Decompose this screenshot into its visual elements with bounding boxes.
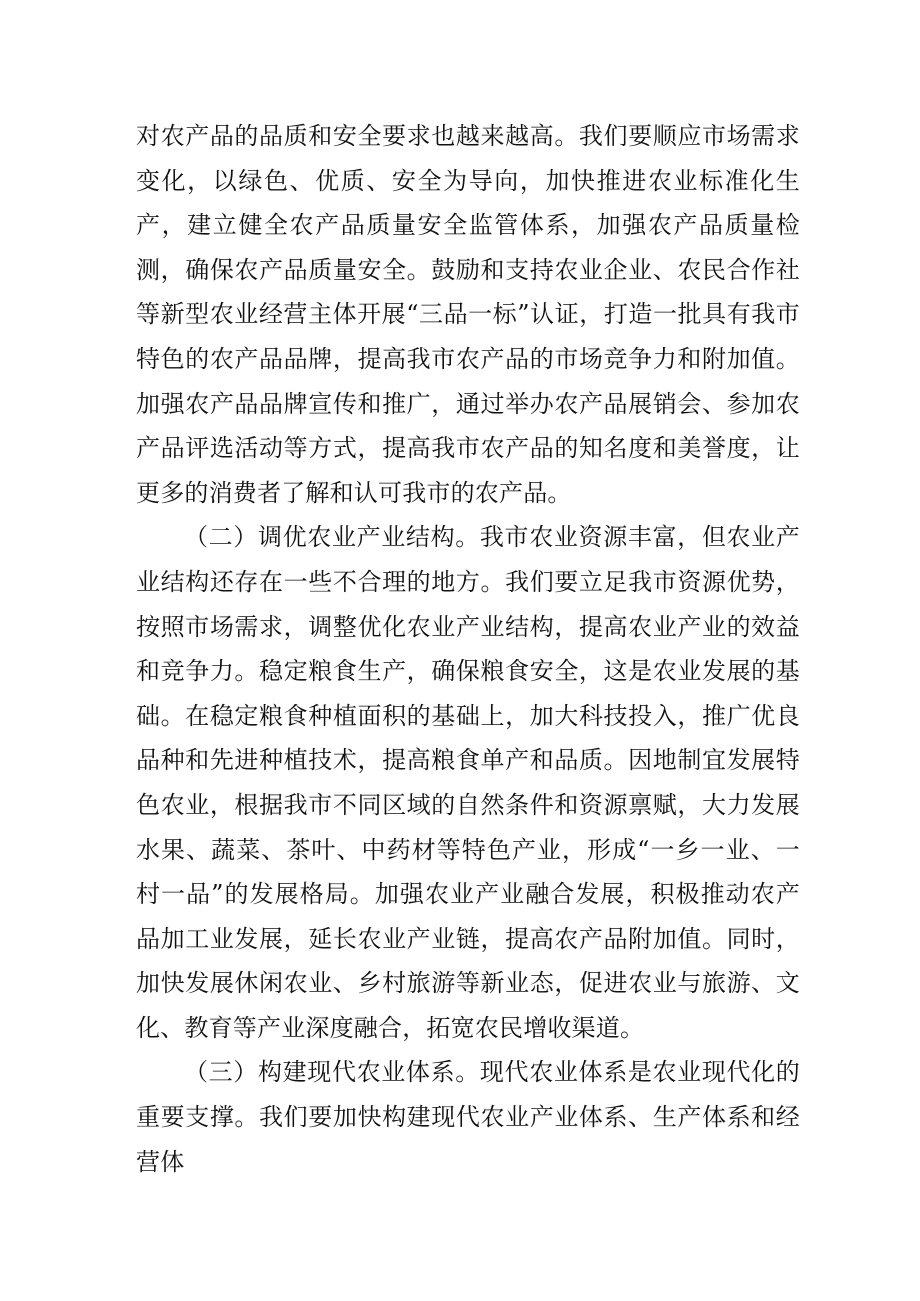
paragraph-product-quality: 对农产品的品质和安全要求也越来越高。我们要顺应市场需求变化，以绿色、优质、安全为导向，加快推进农业标准化生产，建立健全农产品质量安全监管体系，加强农产品质量检测，确保农产品质量安全。鼓励和支持农业企业、农民合作社等新型农业经营主体开展“三品一标”认证，打造一批具有我市特色的农产品品牌，提高我市农产品的市场竞争力和附加值。加强农产品品牌宣传和推广，通过举办农产品展销会、参加农产品评选活动等方式，提高我市农产品的知名度和美誉度，让更多的消费者了解和认可我市的农产品。: [136, 122, 800, 507]
paragraph-modern-agriculture-system: （三）构建现代农业体系。现代农业体系是农业现代化的重要支撑。我们要加快构建现代农业产业体系、生产体系和经营体: [136, 1058, 800, 1176]
paragraph-industry-structure: （二）调优农业产业结构。我市农业资源丰富，但农业产业结构还存在一些不合理的地方。我们要立足我市资源优势，按照市场需求，调整优化农业产业结构，提高农业产业的效益和竞争力。稳定粮食生产，确保粮食安全，这是农业发展的基础。在稳定粮食种植面积的基础上，加大科技投入，推广优良品种和先进种植技术，提高粮食单产和品质。因地制宜发展特色农业，根据我市不同区域的自然条件和资源禀赋，大力发展水果、蔬菜、茶叶、中药材等特色产业，形成“一乡一业、一村一品”的发展格局。加强农业产业融合发展，积极推动农产品加工业发展，延长农业产业链，提高农产品附加值。同时，加快发展休闲农业、乡村旅游等新业态，促进农业与旅游、文化、教育等产业深度融合，拓宽农民增收渠道。: [136, 523, 800, 1042]
document-body: [136, 114, 800, 1184]
